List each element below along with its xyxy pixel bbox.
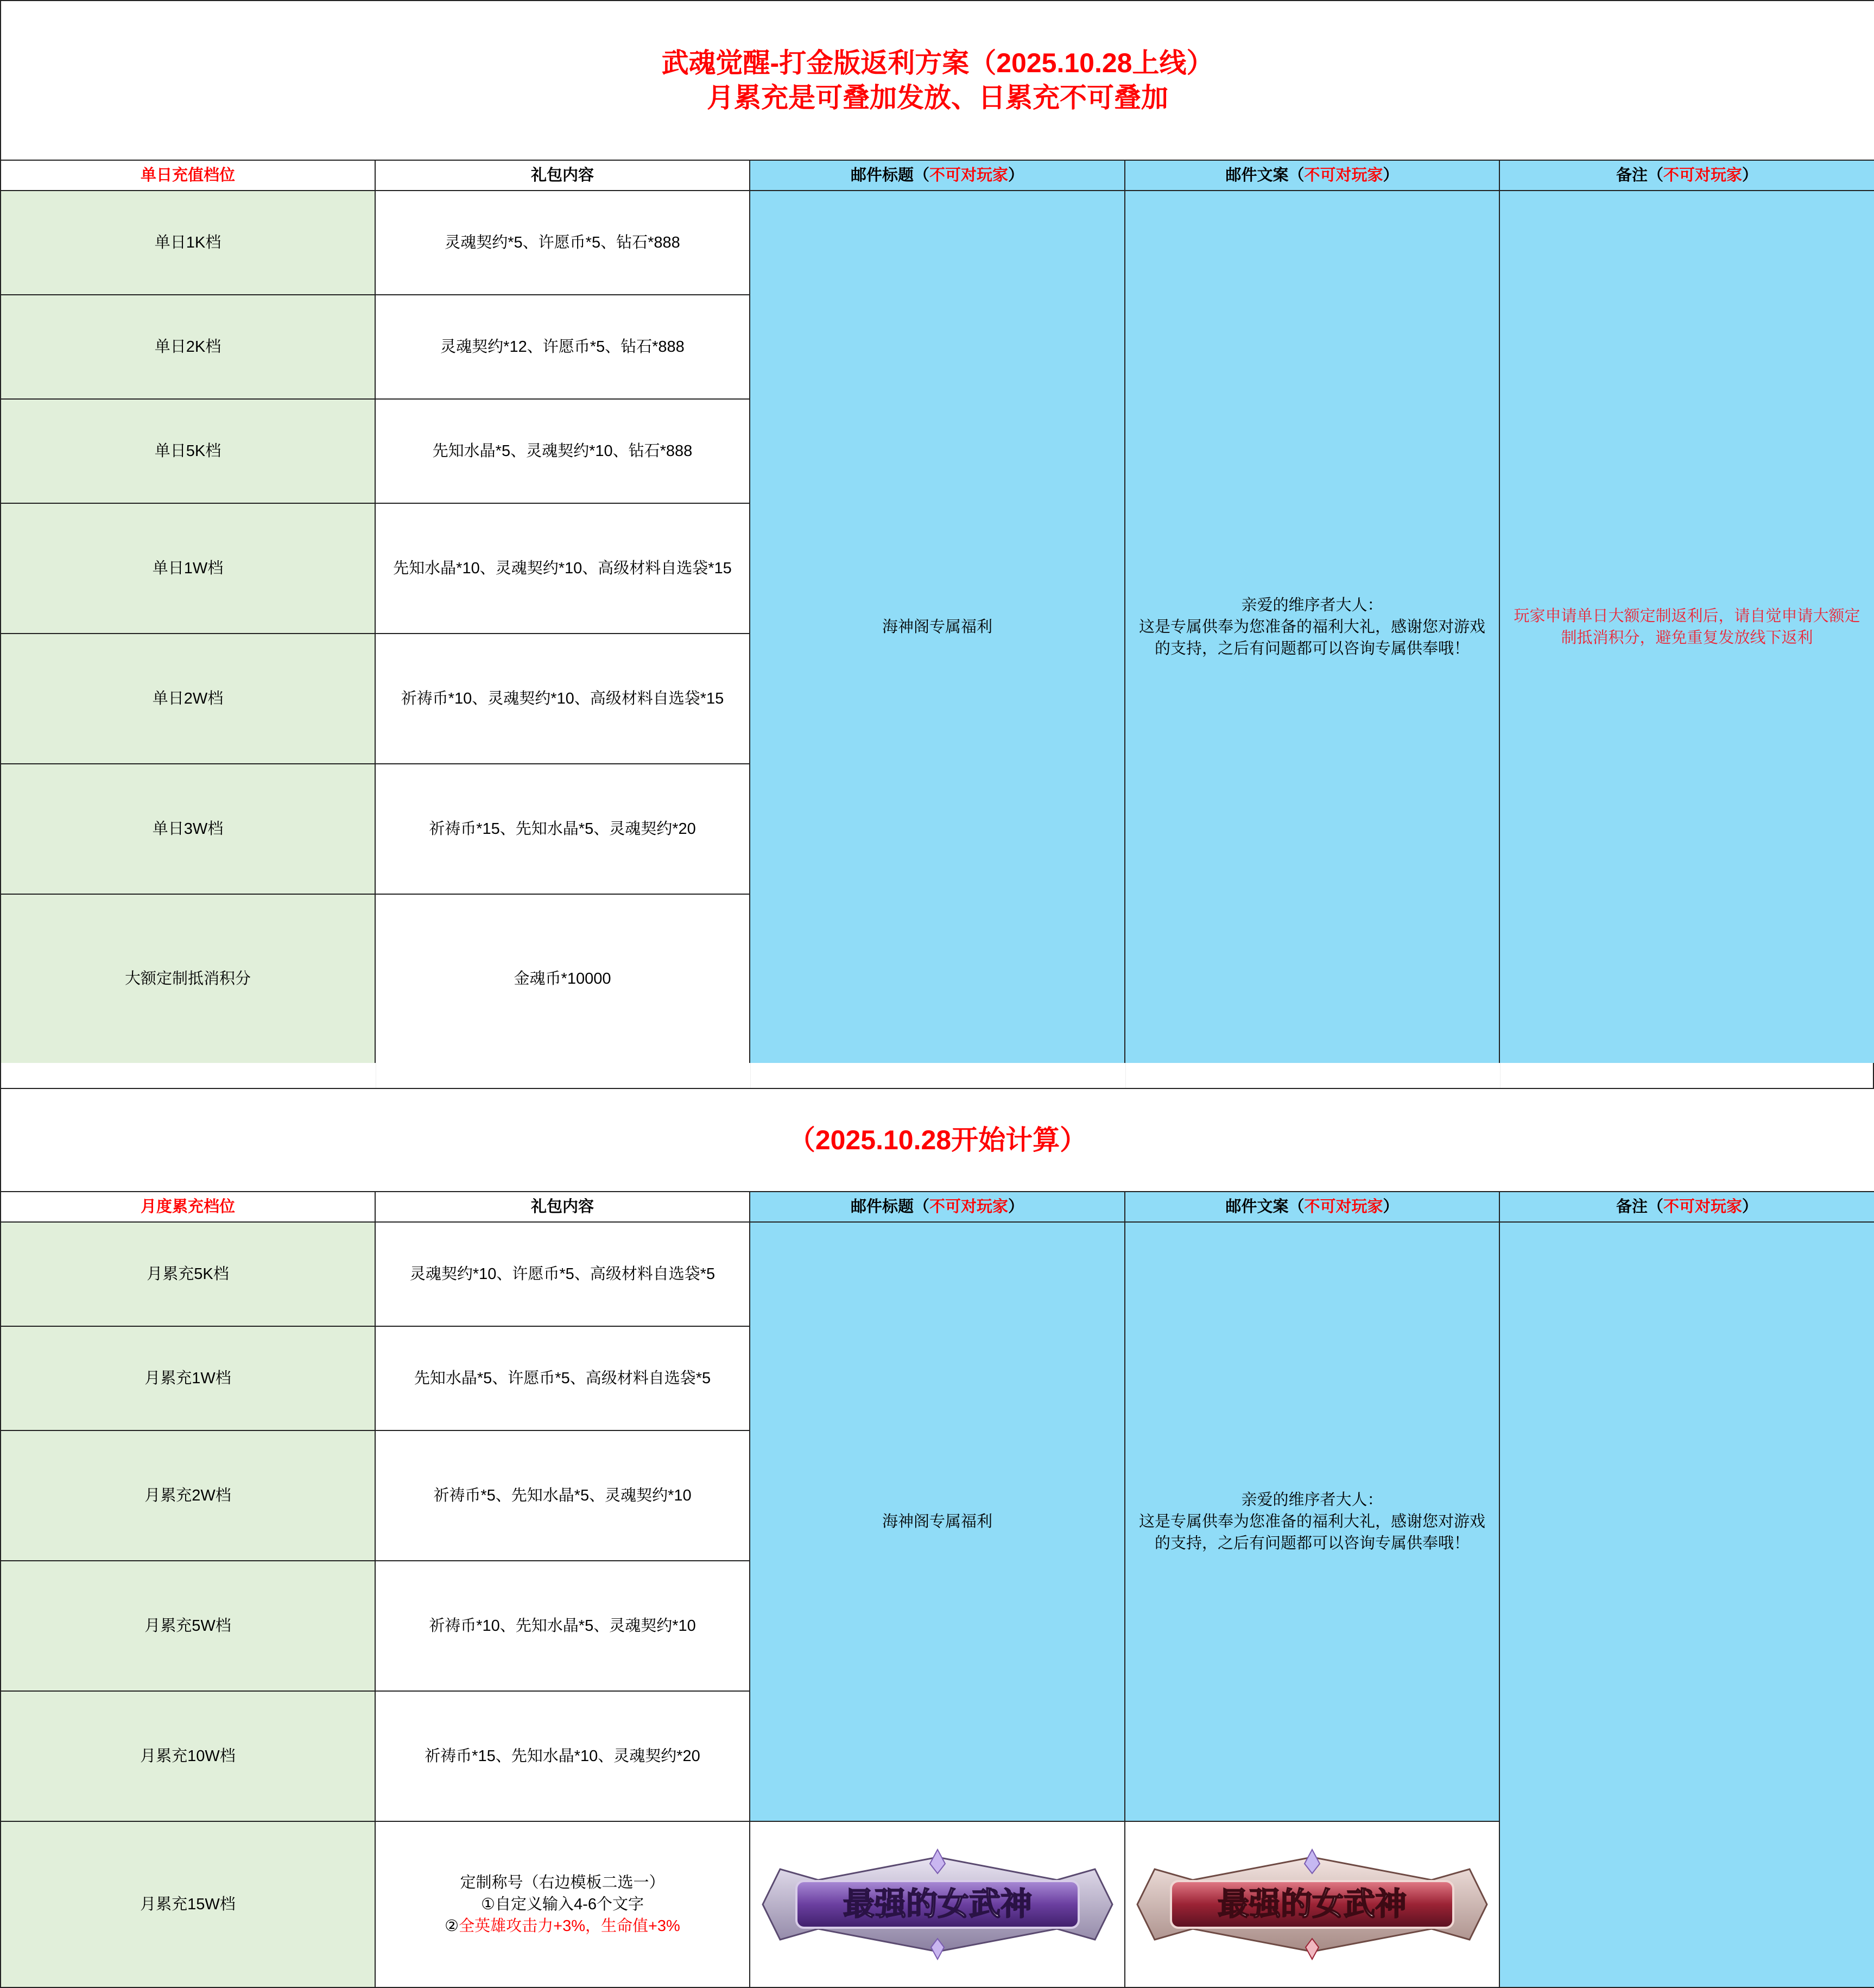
badge-text-red: 最强的女武神	[1217, 1885, 1407, 1922]
header-mail-title	[750, 160, 1125, 191]
header-mail-body	[1125, 160, 1499, 191]
mail-body-line: 的支持，之后有问题都可以咨询专属供奉哦！	[1154, 640, 1470, 657]
gift-line	[383, 1915, 742, 1937]
mail-body-cell	[1125, 1222, 1499, 1821]
section2-title-text: （2025.10.28开始计算）	[788, 1125, 1087, 1155]
tier-cell: 单日1K档	[1, 191, 375, 295]
restricted-label: 不可对玩家	[1304, 1198, 1383, 1215]
gift-cell: 灵魂契约*10、许愿币*5、高级材料自选袋*5	[375, 1222, 750, 1326]
table-row	[1, 1222, 1874, 1326]
remark-line: 玩家申请单日大额定制返利后，请自觉申请大额定	[1514, 607, 1860, 625]
gift-cell: 金魂币*10000	[375, 894, 750, 1063]
gift-line: 定制称号（右边模板二选一）	[460, 1874, 665, 1891]
header-remark	[1499, 1192, 1874, 1222]
title-badge-red	[1125, 1821, 1499, 1987]
gift-cell	[375, 1821, 750, 1987]
header-suffix: ）	[1008, 1198, 1024, 1215]
tier-cell: 月累充10W档	[1, 1691, 375, 1821]
header-text: 邮件标题（	[850, 1198, 929, 1215]
tier-cell: 单日5K档	[1, 399, 375, 503]
spacer-row	[0, 1063, 1874, 1089]
tier-cell: 月累充15W档	[1, 1821, 375, 1987]
header-text: 备注（	[1616, 167, 1663, 184]
header-tier: 单日充值档位	[1, 160, 375, 191]
restricted-label: 不可对玩家	[1663, 1198, 1743, 1215]
header-text: 邮件文案（	[1225, 167, 1305, 184]
title-badge-red-image	[1133, 1847, 1491, 1961]
gift-cell: 祈祷币*5、先知水晶*5、灵魂契约*10	[375, 1430, 750, 1561]
tier-cell: 单日1W档	[1, 503, 375, 634]
option-marker: ②	[445, 1917, 459, 1935]
section1-title-line2: 月累充是可叠加发放、日累充不可叠加	[707, 83, 1169, 113]
mail-title-cell: 海神阁专属福利	[750, 1222, 1125, 1821]
mail-body-line: 这是专属供奉为您准备的福利大礼，感谢您对游戏	[1138, 1513, 1485, 1530]
remark-cell	[1499, 1222, 1874, 1987]
mail-title-cell: 海神阁专属福利	[750, 191, 1125, 1063]
mail-body-line: 这是专属供奉为您准备的福利大礼，感谢您对游戏	[1138, 618, 1485, 636]
gift-cell: 祈祷币*10、灵魂契约*10、高级材料自选袋*15	[375, 634, 750, 764]
gift-cell: 祈祷币*15、先知水晶*5、灵魂契约*20	[375, 764, 750, 894]
mail-body-line: 亲爱的维序者大人：	[1241, 597, 1383, 614]
header-remark	[1499, 160, 1874, 191]
tier-cell: 单日2K档	[1, 295, 375, 399]
tier-cell: 单日3W档	[1, 764, 375, 894]
gift-cell: 先知水晶*5、灵魂契约*10、钻石*888	[375, 399, 750, 503]
gift-cell: 先知水晶*5、许愿币*5、高级材料自选袋*5	[375, 1326, 750, 1430]
bonus-text: 全英雄攻击力+3%，生命值+3%	[459, 1917, 680, 1935]
tier-cell: 单日2W档	[1, 634, 375, 764]
header-mail-body	[1125, 1192, 1499, 1222]
mail-body-line: 的支持，之后有问题都可以咨询专属供奉哦！	[1154, 1535, 1470, 1552]
gift-line: ①自定义输入4-6个文字	[481, 1896, 644, 1913]
gift-cell: 祈祷币*15、先知水晶*10、灵魂契约*20	[375, 1691, 750, 1821]
header-suffix: ）	[1742, 1198, 1758, 1215]
restricted-label: 不可对玩家	[929, 167, 1008, 184]
title-badge-purple	[750, 1821, 1125, 1987]
tier-cell: 月累充1W档	[1, 1326, 375, 1430]
section1-title	[1, 1, 1874, 160]
restricted-label: 不可对玩家	[929, 1198, 1008, 1215]
mail-body-line: 亲爱的维序者大人：	[1241, 1491, 1383, 1509]
gift-cell: 祈祷币*10、先知水晶*5、灵魂契约*10	[375, 1561, 750, 1691]
section2-title	[1, 1088, 1874, 1192]
header-tier: 月度累充档位	[1, 1192, 375, 1222]
restricted-label: 不可对玩家	[1663, 167, 1743, 184]
header-suffix: ）	[1742, 167, 1758, 184]
header-text: 邮件文案（	[1225, 1198, 1305, 1215]
header-mail-title	[750, 1192, 1125, 1222]
tier-cell: 月累充2W档	[1, 1430, 375, 1561]
header-gift: 礼包内容	[375, 1192, 750, 1222]
header-suffix: ）	[1383, 1198, 1399, 1215]
table-row	[1, 191, 1874, 295]
mail-body-cell	[1125, 191, 1499, 1063]
remark-cell	[1499, 191, 1874, 1063]
badge-text-purple: 最强的女武神	[843, 1885, 1032, 1922]
header-text: 邮件标题（	[850, 167, 929, 184]
gift-cell: 灵魂契约*12、许愿币*5、钻石*888	[375, 295, 750, 399]
title-badge-purple-image	[758, 1847, 1117, 1961]
remark-line: 制抵消积分，避免重复发放线下返利	[1561, 629, 1813, 647]
gift-cell: 灵魂契约*5、许愿币*5、钻石*888	[375, 191, 750, 295]
section1-title-line1: 武魂觉醒-打金版返利方案（2025.10.28上线）	[661, 48, 1214, 78]
header-suffix: ）	[1383, 167, 1399, 184]
gift-cell: 先知水晶*10、灵魂契约*10、高级材料自选袋*15	[375, 503, 750, 634]
tier-cell: 月累充5W档	[1, 1561, 375, 1691]
header-text: 备注（	[1616, 1198, 1663, 1215]
tier-cell: 月累充5K档	[1, 1222, 375, 1326]
header-suffix: ）	[1008, 167, 1024, 184]
tier-cell: 大额定制抵消积分	[1, 894, 375, 1063]
monthly-rebate-table	[0, 1088, 1874, 1988]
header-gift: 礼包内容	[375, 160, 750, 191]
restricted-label: 不可对玩家	[1304, 167, 1383, 184]
